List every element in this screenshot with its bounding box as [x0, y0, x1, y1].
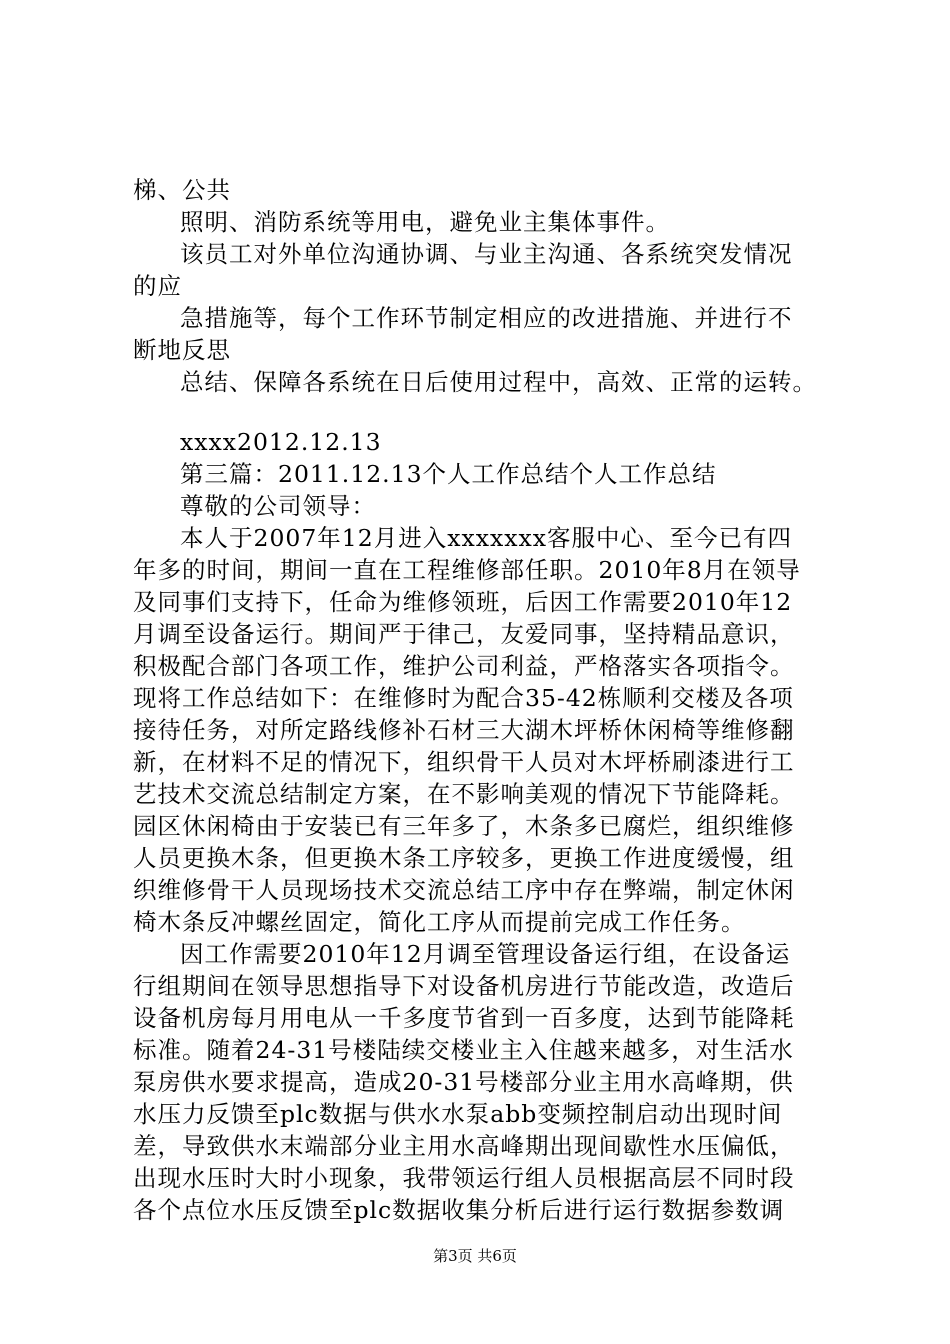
text-line: 水压力反馈至plc数据与供水水泵abb变频控制启动出现时间	[133, 1100, 783, 1128]
text-line: 照明、消防系统等用电，避免业主集体事件。	[180, 208, 670, 236]
text-line: 各个点位水压反馈至plc数据收集分析后进行运行数据参数调	[133, 1196, 785, 1224]
text-line: 的应	[133, 272, 182, 300]
text-line: xxxx2012.12.13	[180, 428, 382, 456]
text-line: 差，导致供水末端部分业主用水高峰期出现间歇性水压偏低，	[133, 1132, 795, 1160]
text-line: 积极配合部门各项工作，维护公司利益，严格落实各项指令。	[133, 652, 795, 680]
text-line: 断地反思	[133, 336, 231, 364]
text-line: 艺技术交流总结制定方案，在不影响美观的情况下节能降耗。	[133, 780, 795, 808]
text-line: 行组期间在领导思想指导下对设备机房进行节能改造，改造后	[133, 972, 795, 1000]
text-line: 该员工对外单位沟通协调、与业主沟通、各系统突发情况	[180, 240, 793, 268]
text-line: 出现水压时大时小现象，我带领运行组人员根据高层不同时段	[133, 1164, 795, 1192]
page-footer: 第3页 共6页	[433, 1247, 517, 1265]
text-line: 标准。随着24-31号楼陆续交楼业主入住越来越多，对生活水	[133, 1036, 794, 1064]
text-line: 及同事们支持下，任命为维修领班，后因工作需要2010年12	[133, 588, 793, 616]
text-line: 本人于2007年12月进入xxxxxxx客服中心、至今已有四	[180, 524, 792, 552]
text-line: 年多的时间，期间一直在工程维修部任职。2010年8月在领导	[133, 556, 801, 584]
text-line: 梯、公共	[133, 176, 231, 204]
text-line: 新，在材料不足的情况下，组织骨干人员对木坪桥刷漆进行工	[133, 748, 795, 776]
text-line: 园区休闲椅由于安装已有三年多了，木条多已腐烂，组织维修	[133, 812, 795, 840]
text-line: 急措施等，每个工作环节制定相应的改进措施、并进行不	[180, 304, 793, 332]
section-heading: 第三篇：2011.12.13个人工作总结个人工作总结	[180, 460, 717, 488]
text-line: 月调至设备运行。期间严于律己，友爱同事，坚持精品意识，	[133, 620, 795, 648]
text-line: 设备机房每月用电从一千多度节省到一百多度，达到节能降耗	[133, 1004, 795, 1032]
text-line: 椅木条反冲螺丝固定，简化工序从而提前完成工作任务。	[133, 908, 746, 936]
text-line: 接待任务，对所定路线修补石材三大湖木坪桥休闲椅等维修翻	[133, 716, 795, 744]
salutation: 尊敬的公司领导：	[180, 492, 376, 520]
text-line: 因工作需要2010年12月调至管理设备运行组，在设备运	[180, 940, 791, 968]
text-line: 人员更换木条，但更换木条工序较多，更换工作进度缓慢，组	[133, 844, 795, 872]
text-line: 织维修骨干人员现场技术交流总结工序中存在弊端，制定休闲	[133, 876, 795, 904]
text-line: 现将工作总结如下：在维修时为配合35-42栋顺利交楼及各项	[133, 684, 794, 712]
text-line: 泵房供水要求提高，造成20-31号楼部分业主用水高峰期，供	[133, 1068, 794, 1096]
text-line: 总结、保障各系统在日后使用过程中，高效、正常的运转。	[180, 368, 817, 396]
